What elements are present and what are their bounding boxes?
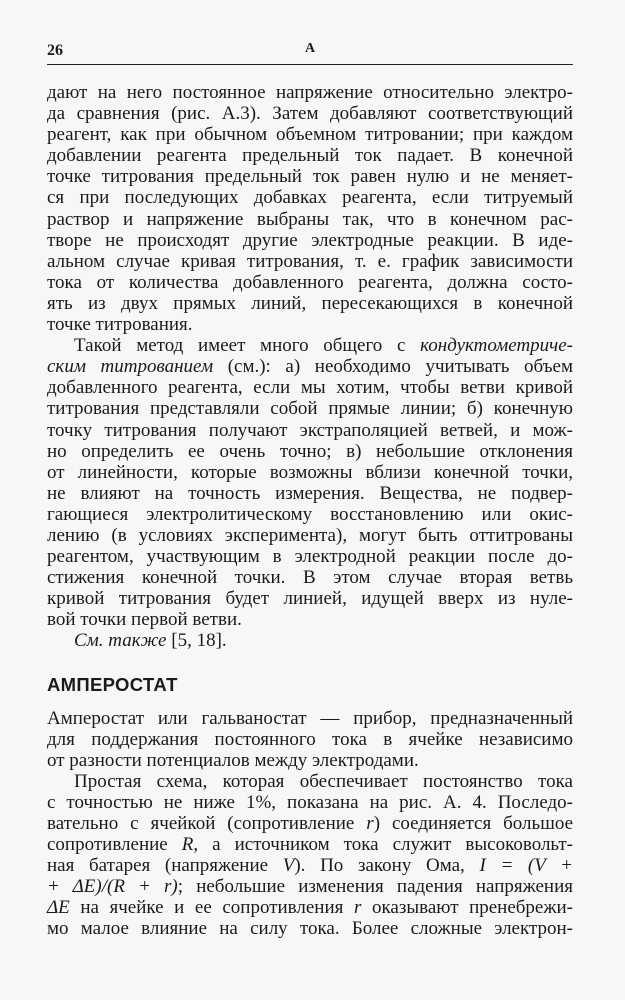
page-body [47, 82, 573, 940]
text-span: , а источником тока служит высоковольт- [193, 834, 573, 856]
text-line: Простая схема, которая обеспечивает постоянство тока [74, 770, 573, 792]
text-line: добавлении реагента предельный ток падает. В конечной [47, 145, 573, 167]
text-line [47, 834, 573, 855]
text-span: вательно с ячейкой (сопротивление [47, 813, 367, 834]
math-symbol: r [353, 897, 362, 919]
text-line: мо малое влияние на силу тока. Более сложные электрон- [47, 918, 573, 940]
text-line: альном случае кривая титрования, т. е. график зависимости [47, 250, 573, 272]
text-line: добавленного реагента, если мы хотим, чтобы ветви кривой [47, 377, 573, 399]
text-line: да сравнения (рис. А.3). Затем добавляют соответствующий [47, 103, 573, 125]
see-also-label: См. также [74, 630, 167, 652]
italic-term: ским титрованием [47, 356, 214, 378]
text-span: оказывают пренебрежи- [361, 897, 573, 919]
text-line [47, 335, 573, 356]
math-formula: + ΔE)/(R + r) [47, 876, 178, 898]
math-symbol: V [282, 855, 295, 877]
text-line: точке титрования. [47, 314, 193, 336]
text-line: но определить ее очень точно; в) небольшие отклонения [47, 440, 573, 462]
text-line: дают на него постоянное напряжение относительно электро- [47, 82, 573, 103]
text-line: стижения конечной точки. В этом случае вторая ветвь [47, 567, 573, 589]
text-span: (см.): а) необходимо учитывать объем [213, 356, 573, 378]
text-span: ; небольшие изменения падения напряжения [177, 876, 573, 898]
math-symbol: ΔE [47, 897, 70, 919]
text-line: реагент, как при обычном объемном титровании; при каждом [47, 124, 573, 146]
text-span: ная батарея (напряжение [47, 855, 283, 877]
text-line: ять из двух прямых линий, пересекающихся в конечной [47, 292, 573, 314]
text-line: титрования представляли собой прямые линии; б) конечную [47, 398, 573, 420]
text-line: точку титрования получают экстраполяцией ветвей, и мож- [47, 419, 573, 441]
text-span: Такой метод имеет много общего с [74, 335, 421, 357]
text-span: ) соединяется большое [373, 813, 573, 834]
text-line: реагентом, участвующим в электродной реакции после до- [47, 546, 573, 568]
text-line: раствор и напряжение выбраны так, что в конечном рас- [47, 208, 573, 230]
text-line: кривой титрования будет линией, идущей вверх из нуле- [47, 588, 573, 610]
see-also-refs: [5, 18]. [166, 630, 227, 652]
text-line: точке титрования предельный ток равен нулю и не меняет- [47, 166, 573, 188]
math-symbol: R [181, 834, 194, 856]
text-line: гающиеся электролитическому восстановлению или окис- [47, 503, 573, 525]
running-head: A [304, 41, 316, 56]
italic-term: кондуктометриче- [420, 335, 573, 357]
entry-heading: АМПЕРОСТАТ [47, 673, 178, 695]
text-line: от разности потенциалов между электродами. [47, 749, 419, 771]
page-number: 26 [47, 42, 63, 59]
text-line: с точностью не ниже 1%, показана на рис. А. 4. Последо- [47, 791, 573, 813]
math-formula: I = (V + [479, 855, 573, 877]
text-line: ся при последующих добавках реагента, если титруемый [47, 187, 573, 209]
text-line: тока от количества добавленного реагента, должна состо- [47, 271, 573, 293]
page-header [47, 40, 573, 65]
text-line: для поддержания постоянного тока в ячейке независимо [47, 728, 573, 750]
text-line [47, 855, 573, 876]
text-span: на ячейке и ее сопротивления [69, 897, 354, 919]
text-span: сопротивление [47, 834, 182, 856]
text-line: лению (в условиях эксперимента), могут быть оттитрованы [47, 524, 573, 546]
text-line: творе не происходят другие электродные реакции. В иде- [47, 229, 573, 251]
text-line [47, 813, 573, 834]
text-line: вой точки первой ветви. [47, 609, 242, 631]
text-line: Амперостат или гальваностат — прибор, предназначенный [47, 707, 573, 729]
text-line [47, 356, 573, 377]
text-line [47, 897, 573, 918]
text-line [47, 876, 573, 897]
see-also [47, 630, 573, 651]
text-span: ). По закону Ома, [294, 855, 480, 877]
text-line: от линейности, которые возможны вблизи конечной точки, [47, 461, 573, 483]
math-symbol: r [366, 813, 374, 834]
text-line: не влияют на точность измерения. Вещества, не подвер- [47, 482, 573, 504]
